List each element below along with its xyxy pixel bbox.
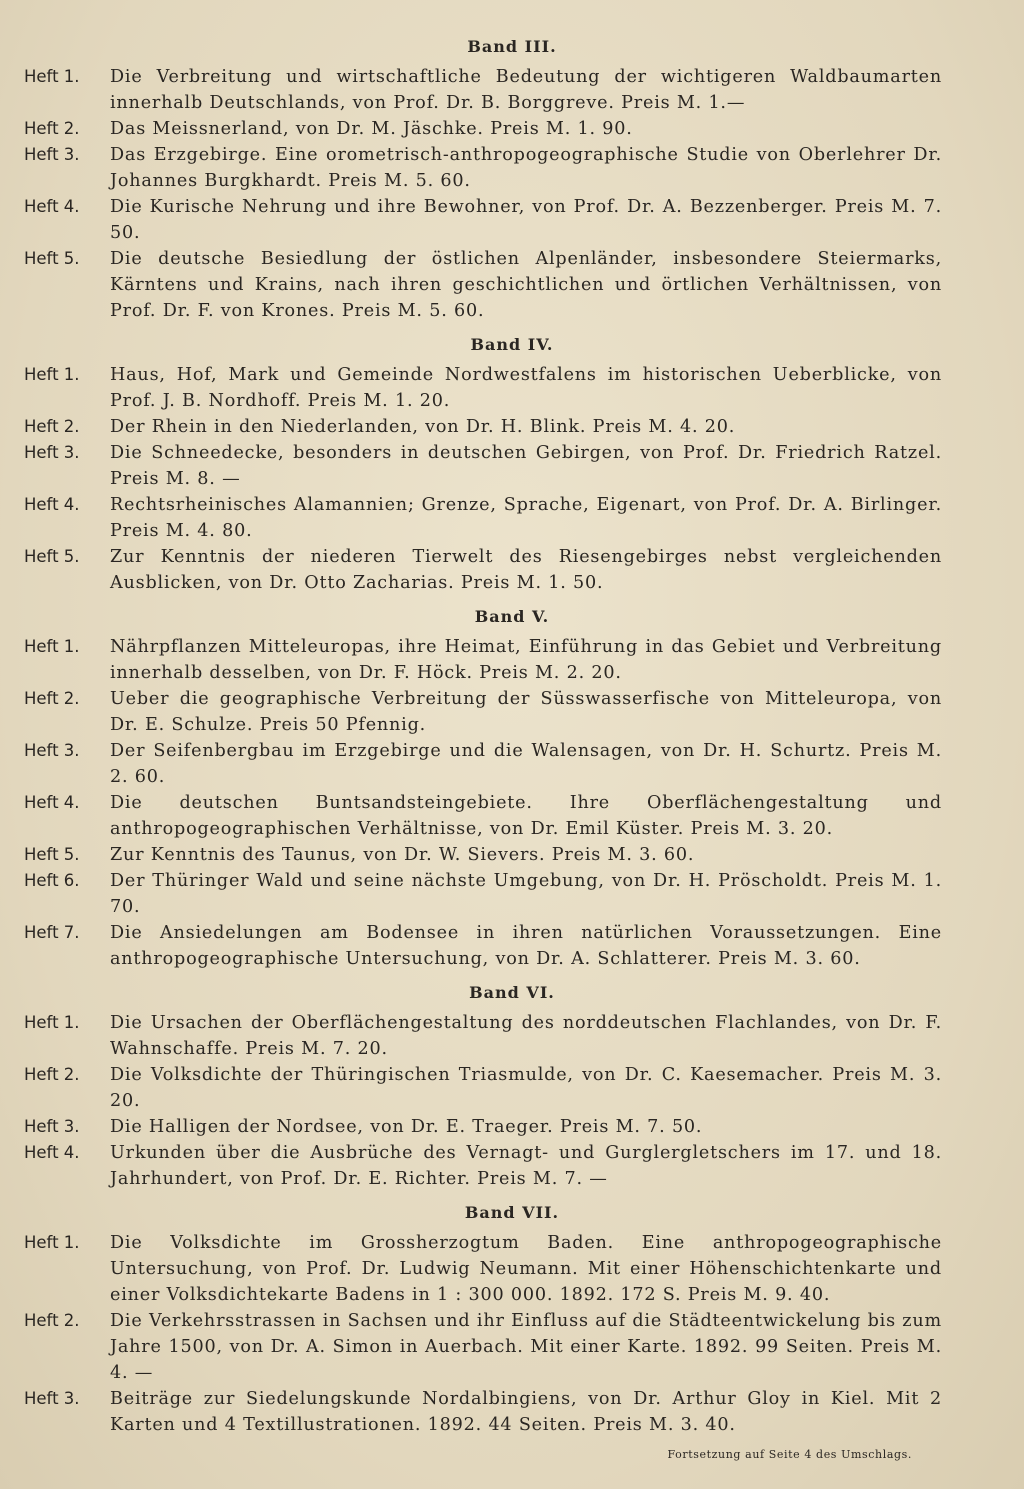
heft-description: Die Schneedecke, besonders in deutschen Gebirgen, von Prof. Dr. Friedrich Ratzel. Preis M. 8. — [110,443,942,489]
heft-number: Heft 3. [24,1389,80,1408]
heft-description: Nährpflanzen Mitteleuropas, ihre Heimat, Einführung in das Gebiet und Verbreitung innerhalb desselben, von Dr. F. Höck. Preis M. 2. 20. [110,637,942,683]
heft-entry [0,1230,1024,1308]
heft-number: Heft 1. [24,1013,80,1032]
heft-number: Heft 2. [24,1311,80,1330]
heft-description: Ueber die geographische Verbreitung der Süsswasserfische von Mitteleuropa, von Dr. E. Schulze. Preis 50 Pfennig. [110,689,942,735]
heft-entry [0,544,1024,596]
heft-description: Die Verbreitung und wirtschaftliche Bedeutung der wichtigeren Waldbaumarten innerhalb Deutschlands, von Prof. Dr. B. Borggreve. Preis M. 1.— [110,67,942,113]
band-heading: Band III. [467,37,557,56]
heft-number: Heft 6. [24,871,80,890]
heft-description: Die Halligen der Nordsee, von Dr. E. Traeger. Preis M. 7. 50. [110,1117,703,1137]
heft-entry [0,116,1024,142]
heft-description: Das Erzgebirge. Eine orometrisch-anthropogeographische Studie von Oberlehrer Dr. Johannes Burgkhardt. Preis M. 5. 60. [110,145,942,191]
heft-entry [0,790,1024,842]
heft-number: Heft 3. [24,443,80,462]
heft-entry [0,440,1024,492]
heft-entry [0,1114,1024,1140]
heft-entry [0,1140,1024,1192]
heft-number: Heft 1. [24,67,80,86]
heft-description: Rechtsrheinisches Alamannien; Grenze, Sprache, Eigenart, von Prof. Dr. A. Birlinger. Preis M. 4. 80. [110,495,942,541]
heft-description: Die Ursachen der Oberflächengestaltung des norddeutschen Flachlandes, von Dr. F. Wahnschaffe. Preis M. 7. 20. [110,1013,942,1059]
heft-entry [0,842,1024,868]
heft-description: Der Rhein in den Niederlanden, von Dr. H. Blink. Preis M. 4. 20. [110,417,736,437]
heft-entry [0,362,1024,414]
heft-number: Heft 5. [24,845,80,864]
heft-description: Die Ansiedelungen am Bodensee in ihren natürlichen Voraussetzungen. Eine anthropogeographische Untersuchung, von Dr. A. Schlatterer. Preis M. 3. 60. [110,923,942,969]
heft-number: Heft 5. [24,249,80,268]
heft-number: Heft 3. [24,741,80,760]
heft-description: Die Volksdichte der Thüringischen Triasmulde, von Dr. C. Kaesemacher. Preis M. 3. 20. [110,1065,942,1111]
band-section [0,334,1024,596]
band-heading: Band VI. [469,983,555,1002]
heft-number: Heft 5. [24,547,80,566]
heft-entry [0,738,1024,790]
heft-entry [0,194,1024,246]
heft-number: Heft 7. [24,923,80,942]
heft-entry [0,634,1024,686]
heft-number: Heft 1. [24,365,80,384]
heft-number: Heft 4. [24,793,80,812]
heft-entry [0,1308,1024,1386]
heft-number: Heft 2. [24,417,80,436]
heft-description: Die deutschen Buntsandsteingebiete. Ihre Oberflächengestaltung und anthropogeographischen Verhältnisse, von Dr. Emil Küster. Preis M. 3. 20. [110,793,942,839]
heft-number: Heft 3. [24,145,80,164]
heft-entry [0,1386,1024,1438]
heft-number: Heft 1. [24,1233,80,1252]
heft-description: Haus, Hof, Mark und Gemeinde Nordwestfalens im historischen Ueberblicke, von Prof. J. B. Nordhoff. Preis M. 1. 20. [110,365,942,411]
heft-description: Der Seifenbergbau im Erzgebirge und die Walensagen, von Dr. H. Schurtz. Preis M. 2. 60. [110,741,942,787]
heft-number: Heft 1. [24,637,80,656]
heft-number: Heft 3. [24,1117,80,1136]
heft-description: Urkunden über die Ausbrüche des Vernagt- und Gurglergletschers im 17. und 18. Jahrhundert, von Prof. Dr. E. Richter. Preis M. 7. — [110,1143,942,1189]
heft-description: Die deutsche Besiedlung der östlichen Alpenländer, insbesondere Steiermarks, Kärntens und Krains, nach ihren geschichtlichen und örtlichen Verhältnissen, von Prof. Dr. F. von Krones. Preis M. 5. 60. [110,249,942,321]
heft-description: Zur Kenntnis des Taunus, von Dr. W. Sievers. Preis M. 3. 60. [110,845,695,865]
band-heading: Band IV. [470,335,554,354]
heft-entry [0,142,1024,194]
band-section [0,36,1024,324]
band-heading: Band V. [474,607,550,626]
heft-entry [0,1010,1024,1062]
heft-description: Beiträge zur Siedelungskunde Nordalbingiens, von Dr. Arthur Gloy in Kiel. Mit 2 Karten und 4 Textillustrationen. 1892. 44 Seiten. Preis M. 3. 40. [110,1389,942,1435]
heft-entry [0,920,1024,972]
heft-number: Heft 4. [24,197,80,216]
heft-entry [0,414,1024,440]
heft-description: Die Volksdichte im Grossherzogtum Baden. Eine anthropogeographische Untersuchung, von Prof. Dr. Ludwig Neumann. Mit einer Höhenschichtenkarte und einer Volksdichtekarte Badens in 1 : 300 000. 1892. 172 S. Preis M. 9. 40. [110,1233,942,1305]
heft-number: Heft 2. [24,689,80,708]
heft-entry [0,686,1024,738]
heft-entry [0,492,1024,544]
heft-number: Heft 2. [24,1065,80,1084]
heft-number: Heft 2. [24,119,80,138]
heft-number: Heft 4. [24,1143,80,1162]
heft-description: Das Meissnerland, von Dr. M. Jäschke. Preis M. 1. 90. [110,119,633,139]
heft-description: Die Verkehrsstrassen in Sachsen und ihr Einfluss auf die Städteentwickelung bis zum Jahre 1500, von Dr. A. Simon in Auerbach. Mit einer Karte. 1892. 99 Seiten. Preis M. 4. — [110,1311,942,1383]
band-heading: Band VII. [464,1203,560,1222]
band-section [0,982,1024,1192]
heft-entry [0,868,1024,920]
band-list [0,36,1024,1438]
heft-description: Die Kurische Nehrung und ihre Bewohner, von Prof. Dr. A. Bezzenberger. Preis M. 7. 50. [110,197,942,243]
heft-entry [0,64,1024,116]
band-section [0,606,1024,972]
heft-description: Der Thüringer Wald und seine nächste Umgebung, von Dr. H. Pröscholdt. Preis M. 1. 70. [110,871,942,917]
heft-entry [0,246,1024,324]
heft-description: Zur Kenntnis der niederen Tierwelt des Riesengebirges nebst vergleichenden Ausblicken, von Dr. Otto Zacharias. Preis M. 1. 50. [110,547,942,593]
continuation-note: Fortsetzung auf Seite 4 des Umschlags. [667,1448,912,1461]
heft-entry [0,1062,1024,1114]
heft-number: Heft 4. [24,495,80,514]
band-section [0,1202,1024,1438]
